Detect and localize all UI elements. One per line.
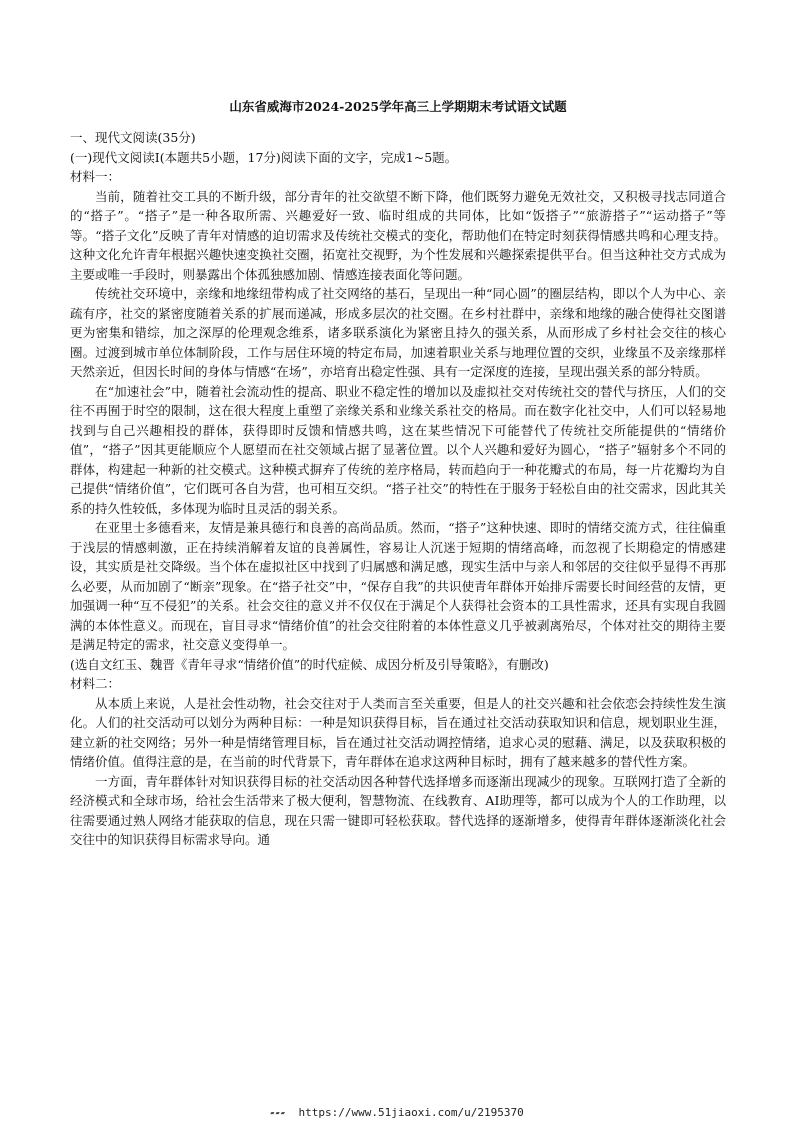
footer-url[interactable]: https://www.51jiaoxi.com/u/2195370: [298, 1106, 524, 1119]
material1-paragraph: 在“加速社会”中，随着社会流动性的提高、职业不稳定性的增加以及虚拟社交对传统社交的替代与挤压，人们的交往不再囿于时空的限制，这在很大程度上重塑了亲缘关系和业缘关系社交的格局。而在数字化社交中，人们可以轻易地找到与自己兴趣相投的群体，获得即时反馈和情感共鸣，这在某些情况下可能替代了传统社交所能提供的“情绪价值”，“搭子”因其更能顺应个人愿望而在社交领域占据了显著位置。以个人兴趣和爱好为圆心，“搭子”辐射多个不同的群体，构建起一种新的社交模式。这种模式摒弃了传统的差序格局，转而趋向于一种花瓣式的布局，每一片花瓣均为自己提供“情绪价值”，它们既可各自为营，也可相互交织。“搭子社交”的特性在于服务于轻松自由的社交需求，因此其关系的持久性较低，多体现为临时且灵活的弱关系。: [70, 383, 726, 516]
material2-paragraph: 一方面，青年群体针对知识获得目标的社交活动因各种替代选择增多而逐渐出现减少的现象。互联网打造了全新的经济模式和全球市场，给社会生活带来了极大便利，智慧物流、在线教育、AI助理等，都可以成为个人的工作助理，以往需要通过熟人网络才能获取的信息，现在只需一键即可轻松获取。替代选择的逐渐增多，使得青年群体逐渐淡化社会交往中的知识获得目标需求导向。通: [70, 773, 726, 847]
section-heading: 一、现代文阅读(35分): [70, 130, 196, 145]
material1-source: (选自文红玉、魏晋《青年寻求“情绪价值”的时代症候、成因分析及引导策略》，有删改): [70, 656, 549, 672]
material1-paragraph: 当前，随着社交工具的不断升级，部分青年的社交欲望不断下降，他们既努力避免无效社交，又积极寻找志同道合的“搭子”。“搭子”是一种各取所需、兴趣爱好一致、临时组成的共同体，比如“饭搭子”“旅游搭子”“运动搭子”等等。“搭子文化”反映了青年对情感的迫切需求及传统社交模式的变化，帮助他们在特定时刻获得情感共鸣和心理支持。这种文化允许青年根据兴趣快速变换社交圈，拓宽社交视野，为个性发展和兴趣探索提供平台。但当这种社交方式成为主要或唯一手段时，则暴露出个体孤独感加剧、情感连接表面化等问题。: [70, 188, 726, 282]
subsection-heading: (一)现代文阅读Ⅰ(本题共5小题，17分)阅读下面的文字，完成1~5题。: [70, 149, 458, 165]
material1-paragraph: 传统社交环境中，亲缘和地缘纽带构成了社交网络的基石，呈现出一种“同心圆”的圈层结构，即以个人为中心、亲疏有序，社交的紧密度随着关系的扩展而递减，形成多层次的社交圈。在乡村社群中，亲缘和地缘的融合使得社交图谱更为密集和错综，加之深厚的伦理观念维系，诸多联系演化为紧密且持久的强关系，从而形成了乡村社会交往的核心圈。过渡到城市单位体制阶段，工作与居住环境的特定布局，加速着职业关系与地理位置的交织，业缘虽不及亲缘那样天然亲近，但因长时间的身体与情感“在场”，亦培育出稳定性强、具有一定深度的连接，呈现出强关系的部分特质。: [70, 286, 726, 379]
page-title: 山东省威海市2024-2025学年高三上学期期末考试语文试题: [229, 99, 567, 114]
document-page: [70, 98, 726, 850]
material1-label: 材料一：: [70, 169, 121, 184]
page-footer: [0, 1106, 794, 1119]
material2-paragraph: 从本质上来说，人是社会性动物，社会交往对于人类而言至关重要，但是人的社交兴趣和社会依恋会持续性发生演化。人们的社交活动可以划分为两种目标：一种是知识获得目标，旨在通过社交活动获取知识和信息，规划职业生涯，建立新的社交网络；另外一种是情绪管理目标，旨在通过社交活动调控情绪，追求心灵的慰藉、满足，以及获取积极的情绪价值。值得注意的是，在当前的时代背景下，青年群体在追求这两种目标时，拥有了越来越多的替代性方案。: [70, 695, 726, 769]
material2-label: 材料二：: [70, 676, 121, 691]
site-logo-icon: ▰▰▰: [270, 1109, 286, 1117]
material1-paragraph: 在亚里士多德看来，友情是兼具德行和良善的高尚品质。然而，“搭子”这种快速、即时的情绪交流方式，往往偏重于浅层的情感刺激，正在持续消解着友谊的良善属性，容易让人沉迷于短期的情绪高峰，而忽视了长期稳定的情感建设，其实质是社交降级。当个体在虚拟社区中找到了归属感和满足感，现实生活中与亲人和邻居的交往似乎显得不再那么必要，从而加剧了“断亲”现象。在“搭子社交”中，“保存自我”的共识使青年群体开始排斥需要长时间经营的友情，更加强调一种“互不侵犯”的关系。社会交往的意义并不仅仅在于满足个人获得社会资本的工具性需求，还具有实现自我圆满的本体性意义。而现在，盲目寻求“情绪价值”的社会交往附着的本体性意义几乎被剥离殆尽，个体对社交的期待主要是满足特定的需求，社交意义变得单一。: [70, 520, 726, 652]
